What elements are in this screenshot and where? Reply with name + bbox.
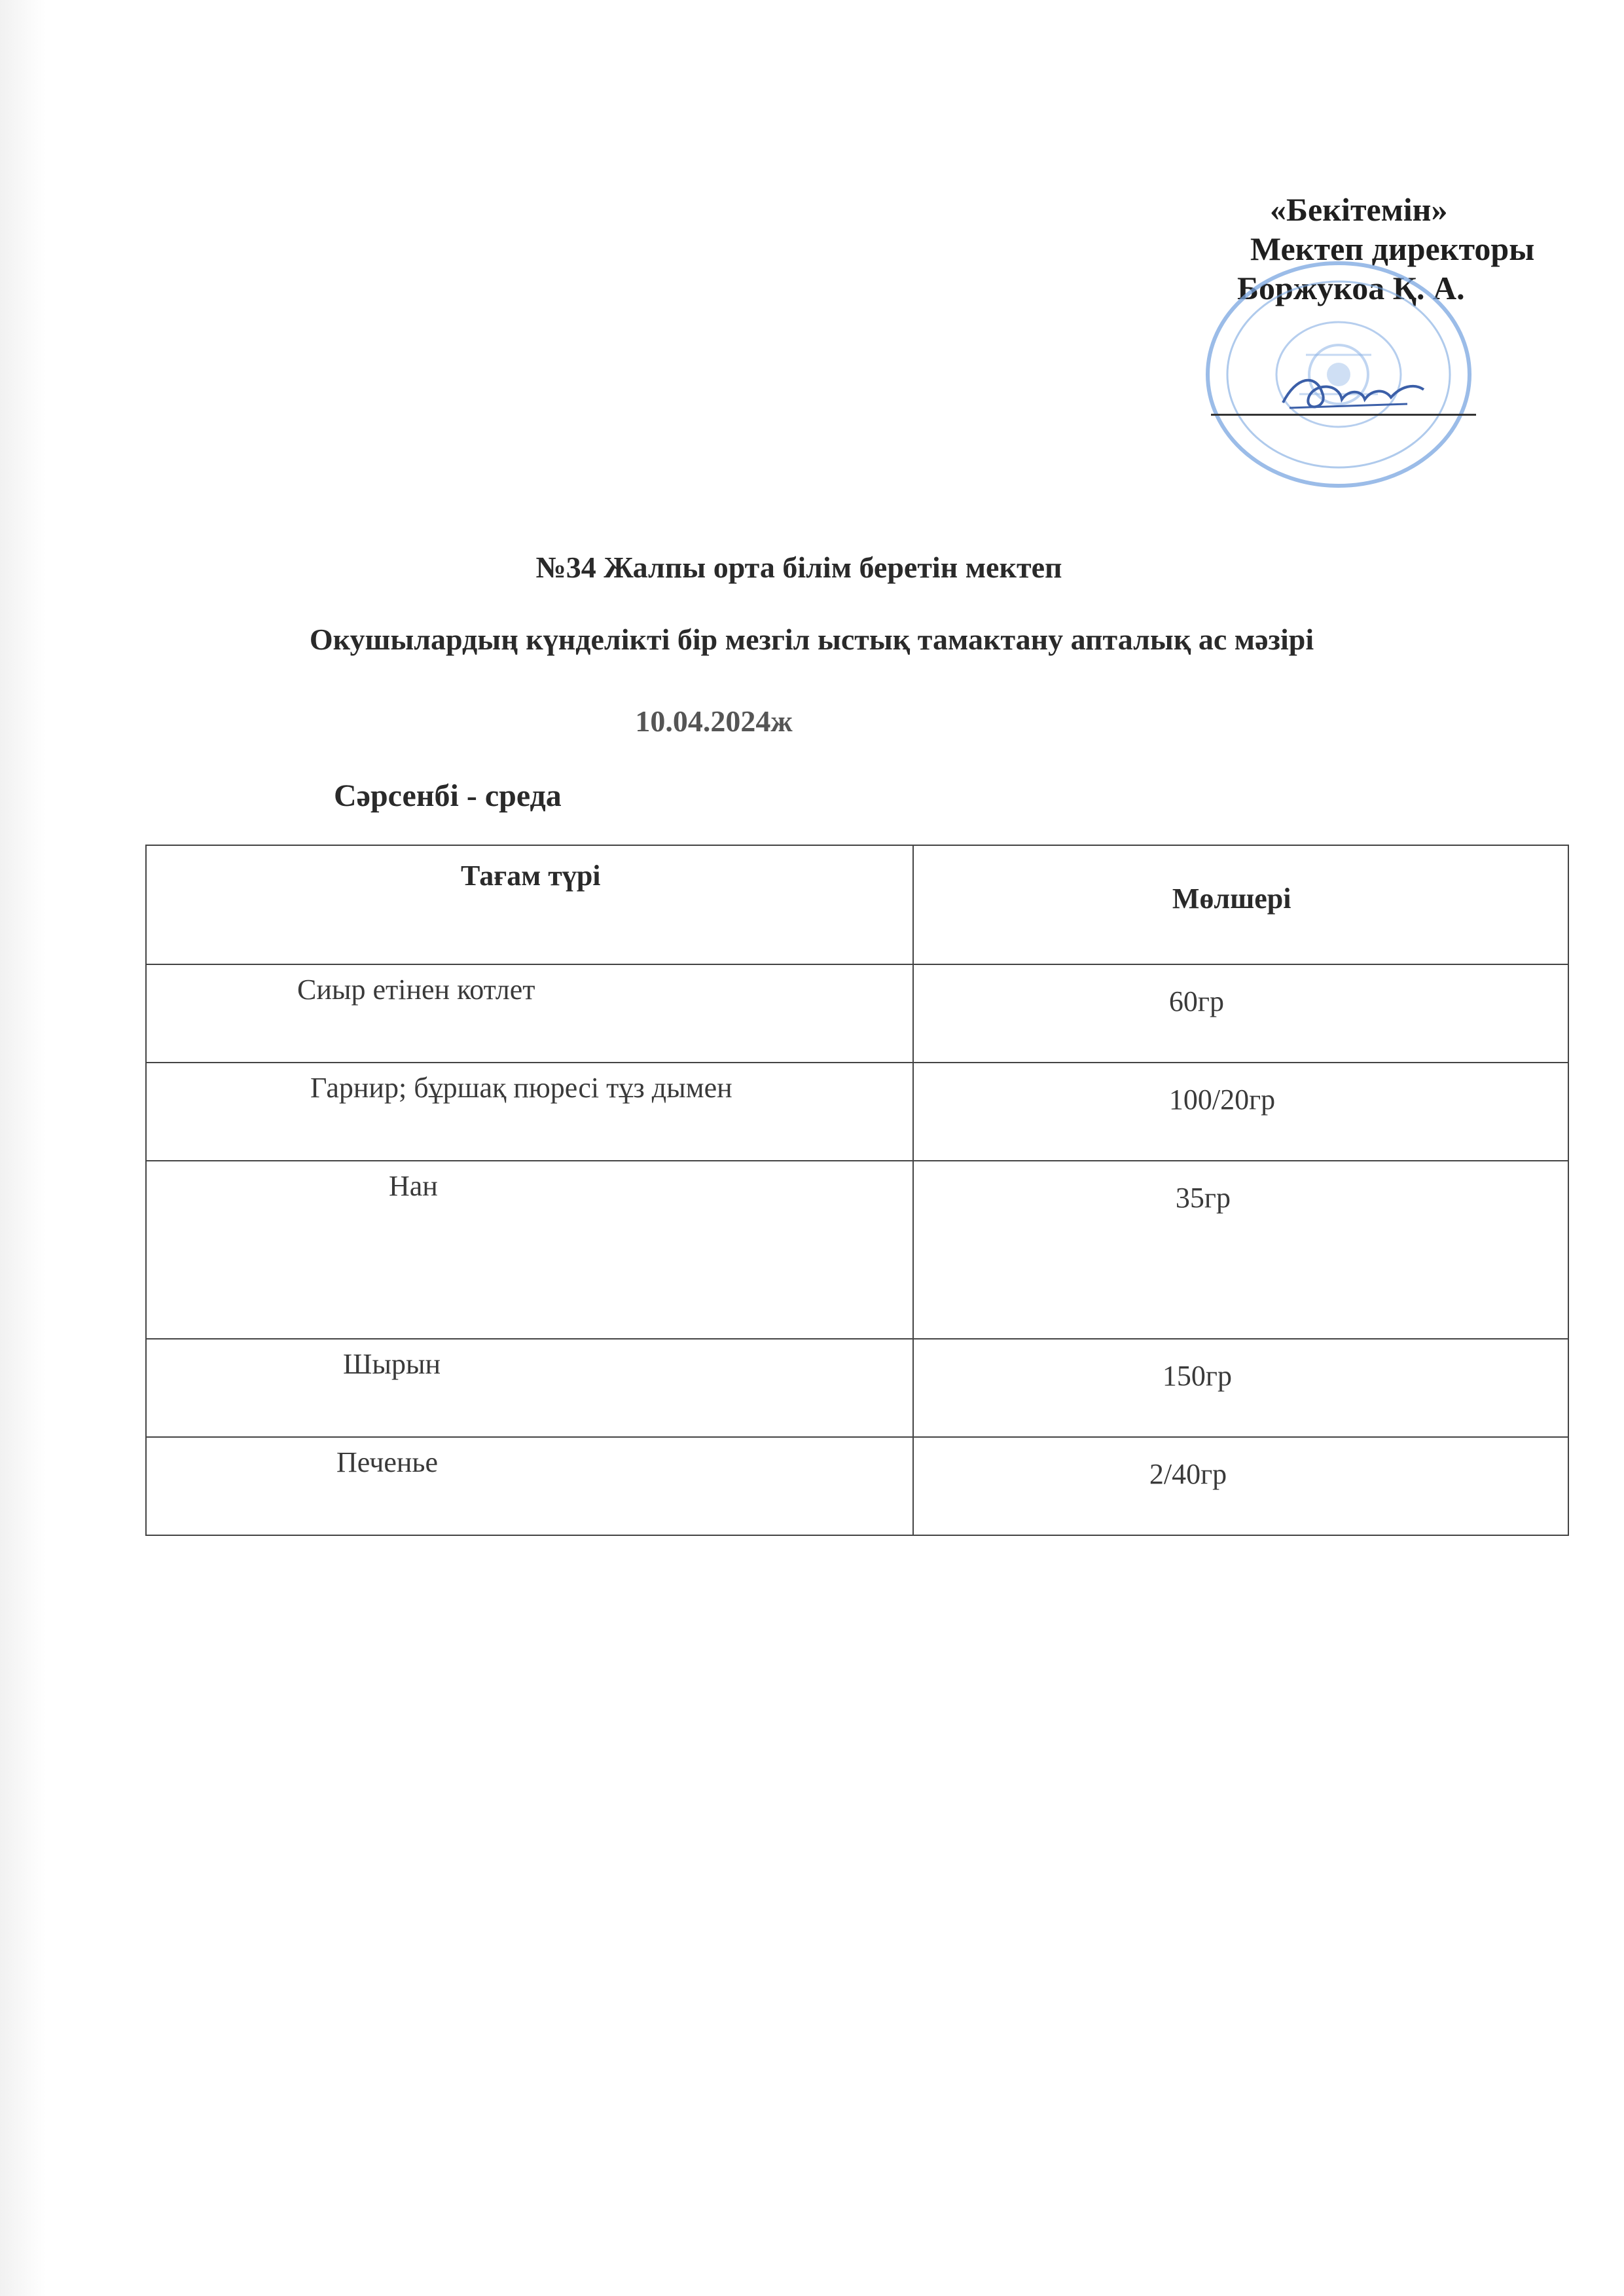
dish-cell: Нан (146, 1161, 913, 1339)
table-row (146, 1339, 1568, 1437)
approval-title: «Бекітемін» (1270, 191, 1448, 228)
day-label: Сәрсенбі - среда (334, 778, 562, 813)
menu-date: 10.04.2024ж (635, 704, 793, 738)
approval-position: Мектеп директоры (1250, 230, 1535, 267)
table-row (146, 1161, 1568, 1339)
approval-name: Боржукоа Қ. А. (1237, 270, 1465, 306)
table-row (146, 964, 1568, 1063)
signature-line (1211, 414, 1476, 416)
table-row (146, 1437, 1568, 1535)
dish-cell: Гарнир; бұршақ пюресі тұз дымен (146, 1063, 913, 1161)
menu-table (145, 845, 1569, 1536)
amount-cell: 35гр (913, 1161, 1568, 1339)
school-title: №34 Жалпы орта білім беретін мектеп (535, 551, 1062, 584)
table-header-row (146, 845, 1568, 964)
scan-edge (0, 0, 46, 2296)
amount-cell: 2/40гр (913, 1437, 1568, 1535)
dish-cell: Печенье (146, 1437, 913, 1535)
dish-cell: Шырын (146, 1339, 913, 1437)
dish-cell: Сиыр етінен котлет (146, 964, 913, 1063)
amount-cell: 100/20гр (913, 1063, 1568, 1161)
amount-cell: 150гр (913, 1339, 1568, 1437)
header-amount: Мөлшері (913, 845, 1568, 964)
amount-cell: 60гр (913, 964, 1568, 1063)
menu-subtitle: Окушылардың күнделікті бір мезгіл ыстық тамактану апталық ас мәзірі (309, 623, 1314, 656)
header-dish: Тағам түрі (146, 845, 913, 964)
table-row (146, 1063, 1568, 1161)
